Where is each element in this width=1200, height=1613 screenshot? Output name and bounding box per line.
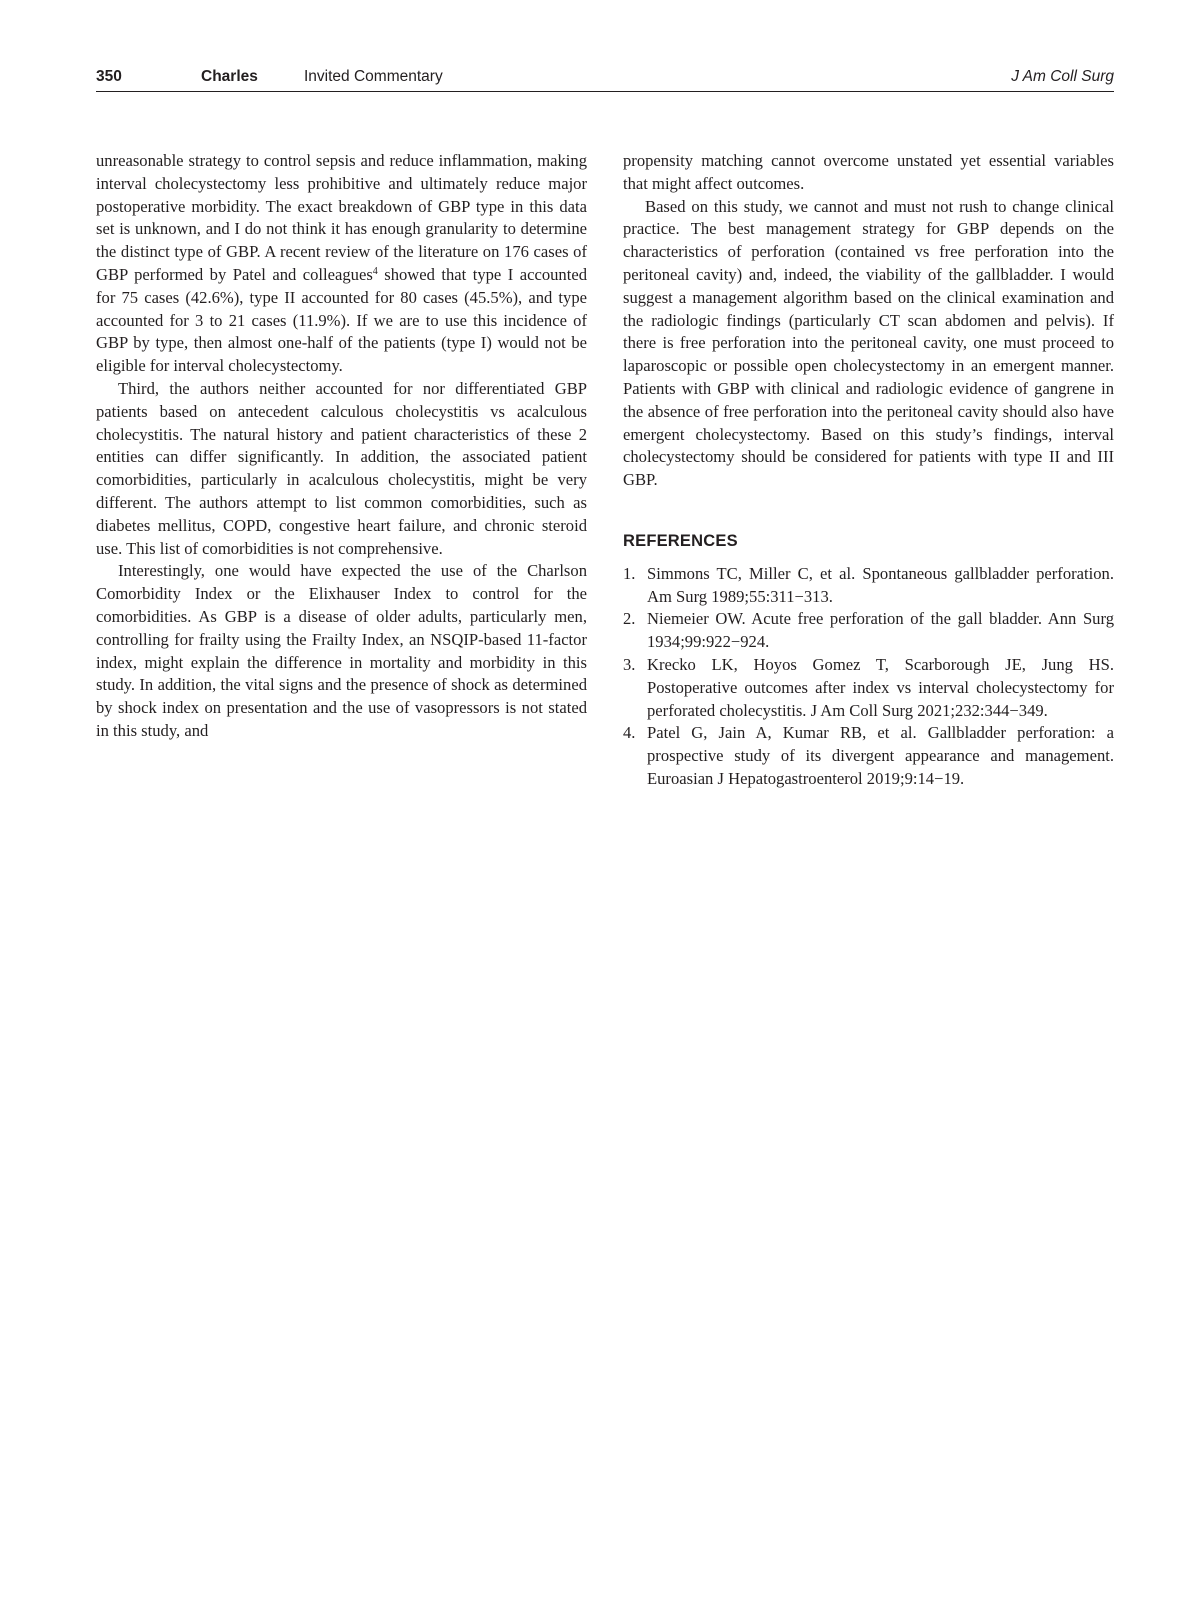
reference-number: 1. <box>623 563 636 583</box>
reference-text: Krecko LK, Hoyos Gomez T, Scarborough JE, Jung HS. Postoperative outcomes after index vs interval cholecystectomy for perforated cholecystitis. J Am Coll Surg 2021;232:344−349. <box>647 654 1114 720</box>
reference-number: 4. <box>623 723 636 743</box>
reference-item <box>623 563 1114 609</box>
running-head <box>96 68 1114 92</box>
right-column <box>623 150 1114 791</box>
left-column <box>96 150 587 743</box>
reference-number: 2. <box>623 609 636 629</box>
paragraph-text-continued: showed that type I accounted for 75 cases (42.6%), type II accounted for 80 cases (45.5%), and type accounted for 3 to 21 cases (11.9%). If we are to use this incidence of GBP by type, then almost one-half of the patients (type I) would not be eligible for interval cholecystectomy. <box>96 264 587 376</box>
running-head-section: Invited Commentary <box>304 68 443 85</box>
reference-text: Niemeier OW. Acute free perforation of the gall bladder. Ann Surg 1934;99:922−924. <box>647 609 1114 652</box>
running-head-author: Charles <box>201 68 258 85</box>
body-paragraph: Interestingly, one would have expected the use of the Charlson Comorbidity Index or the Elixhauser Index to control for the comorbidities. As GBP is a disease of older adults, particularly men, controlling for frailty using the Frailty Index, an NSQIP-based 11-factor index, might explain the difference in mortality and morbidity in this study. In addition, the vital signs and the presence of shock as determined by shock index on presentation and the use of vasopressors is not stated in this study, and <box>96 561 587 740</box>
body-paragraph: Third, the authors neither accounted for nor differentiated GBP patients based on antecedent calculous cholecystitis vs acalculous cholecystitis. The natural history and patient characteristics of these 2 entities can differ significantly. In addition, the associated patient comorbidities, particularly in acalculous cholecystitis, might be very different. The authors attempt to list common comorbidities, such as diabetes mellitus, COPD, congestive heart failure, and chronic steroid use. This list of comorbidities is not comprehensive. <box>96 378 587 558</box>
references-heading: REFERENCES <box>623 531 738 550</box>
header-rule <box>96 91 1114 92</box>
body-paragraph: Based on this study, we cannot and must not rush to change clinical practice. The best management strategy for GBP depends on the characteristics of perforation (contained vs free perforation into the peritoneal cavity) and, indeed, the viability of the gallbladder. I would suggest a management algorithm based on the clinical examination and the radiologic findings (particularly CT scan abdomen and pelvis). If there is free perforation into the peritoneal cavity, one must proceed to laparoscopic or possible open cholecystectomy in an emergent manner. Patients with GBP with clinical and radiologic evidence of gangrene in the absence of free perforation into the peritoneal cavity should also have emergent cholecystectomy. Based on this study’s findings, interval cholecystectomy should be considered for patients with type II and III GBP. <box>623 196 1114 490</box>
reference-item <box>623 608 1114 654</box>
reference-text: Simmons TC, Miller C, et al. Spontaneous gallbladder perforation. Am Surg 1989;55:311−313. <box>647 563 1114 606</box>
reference-list <box>623 563 1114 791</box>
body-paragraph: propensity matching cannot overcome unstated yet essential variables that might affect outcomes. <box>623 151 1114 193</box>
reference-item <box>623 722 1114 790</box>
paragraph-text: unreasonable strategy to control sepsis and reduce inflammation, making interval cholecystectomy less prohibitive and ultimately reduce major postoperative morbidity. The exact breakdown of GBP type in this data set is unknown, and I do not think it has enough granularity to determine the distinct type of GBP. A recent review of the literature on 176 cases of GBP performed by Patel and colleagues <box>96 151 587 284</box>
body-paragraph <box>96 150 587 378</box>
page-number: 350 <box>96 68 122 85</box>
reference-citation: 4 <box>372 265 378 277</box>
running-head-journal: J Am Coll Surg <box>1011 68 1114 85</box>
reference-number: 3. <box>623 654 636 674</box>
reference-item <box>623 654 1114 722</box>
reference-text: Patel G, Jain A, Kumar RB, et al. Gallbladder perforation: a prospective study of its divergent appearance and management. Euroasian J Hepatogastroenterol 2019;9:14−19. <box>647 723 1114 788</box>
